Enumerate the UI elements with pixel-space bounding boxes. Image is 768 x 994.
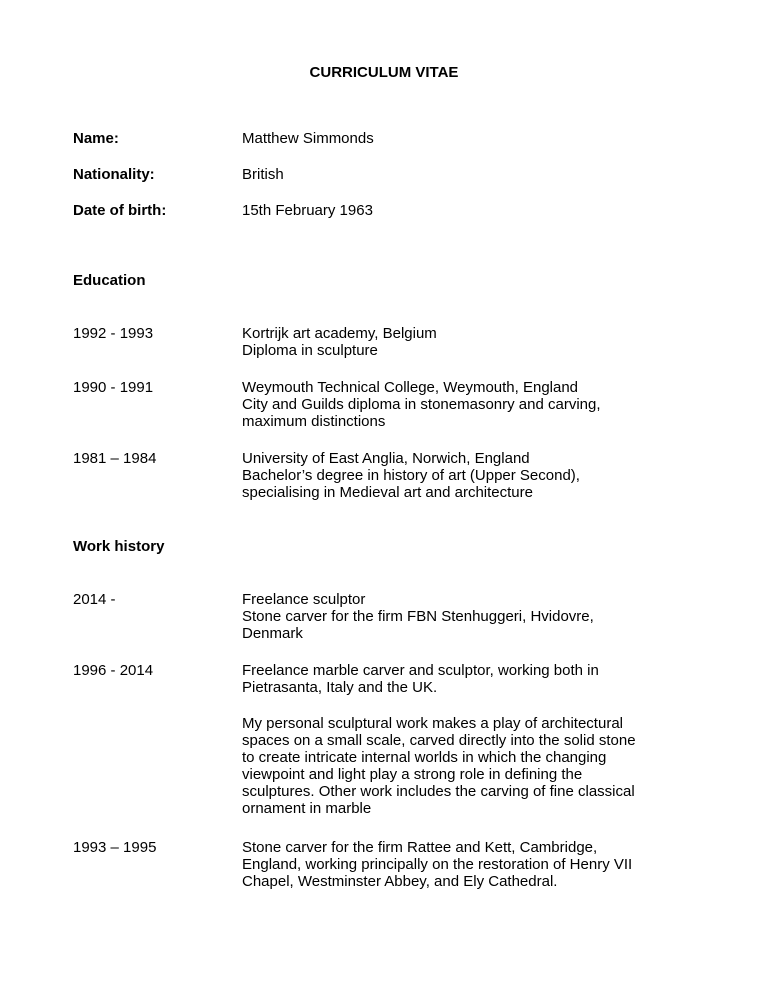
work-line: spaces on a small scale, carved directly into the solid stone xyxy=(242,732,636,749)
name-value: Matthew Simmonds xyxy=(242,130,374,147)
work-line: England, working principally on the restoration of Henry VII xyxy=(242,856,633,873)
education-line: Weymouth Technical College, Weymouth, England xyxy=(242,379,579,396)
work-line: Stone carver for the firm Rattee and Kett, Cambridge, xyxy=(242,839,598,856)
work-history-heading: Work history xyxy=(73,538,165,555)
education-line: University of East Anglia, Norwich, England xyxy=(242,450,530,467)
education-line: Diploma in sculpture xyxy=(242,342,378,359)
education-line: maximum distinctions xyxy=(242,413,386,430)
work-line: Pietrasanta, Italy and the UK. xyxy=(242,679,438,696)
work-line: Stone carver for the firm FBN Stenhuggeri, Hvidovre, xyxy=(242,608,594,625)
education-dates: 1990 - 1991 xyxy=(73,379,154,396)
education-entry xyxy=(242,379,712,430)
work-dates: 1993 – 1995 xyxy=(73,839,157,856)
work-dates: 1996 - 2014 xyxy=(73,662,154,679)
education-line: City and Guilds diploma in stonemasonry and carving, xyxy=(242,396,601,413)
nationality-label: Nationality: xyxy=(73,166,155,183)
name-label: Name: xyxy=(73,130,119,147)
work-line: Denmark xyxy=(242,625,303,642)
dob-label: Date of birth: xyxy=(73,202,167,219)
work-description xyxy=(242,715,712,817)
work-line: Freelance sculptor xyxy=(242,591,366,608)
dob-value: 15th February 1963 xyxy=(242,202,373,219)
work-dates: 2014 - xyxy=(73,591,116,608)
work-line: Chapel, Westminster Abbey, and Ely Cathedral. xyxy=(242,873,558,890)
work-line: to create intricate internal worlds in which the changing xyxy=(242,749,607,766)
education-heading: Education xyxy=(73,272,146,289)
work-entry xyxy=(242,591,712,642)
education-entry xyxy=(242,450,712,501)
education-line: Bachelor’s degree in history of art (Upper Second), xyxy=(242,467,580,484)
work-line: ornament in marble xyxy=(242,800,372,817)
education-dates: 1992 - 1993 xyxy=(73,325,154,342)
document-title: CURRICULUM VITAE xyxy=(309,64,459,81)
work-line: My personal sculptural work makes a play of architectural xyxy=(242,715,623,732)
education-line: Kortrijk art academy, Belgium xyxy=(242,325,437,342)
work-line: Freelance marble carver and sculptor, working both in xyxy=(242,662,599,679)
education-entry xyxy=(242,325,712,359)
work-entry xyxy=(242,662,712,696)
education-dates: 1981 – 1984 xyxy=(73,450,157,467)
work-line: viewpoint and light play a strong role in defining the xyxy=(242,766,583,783)
work-entry xyxy=(242,839,712,890)
work-line: sculptures. Other work includes the carving of fine classical xyxy=(242,783,635,800)
nationality-value: British xyxy=(242,166,284,183)
education-line: specialising in Medieval art and architecture xyxy=(242,484,533,501)
